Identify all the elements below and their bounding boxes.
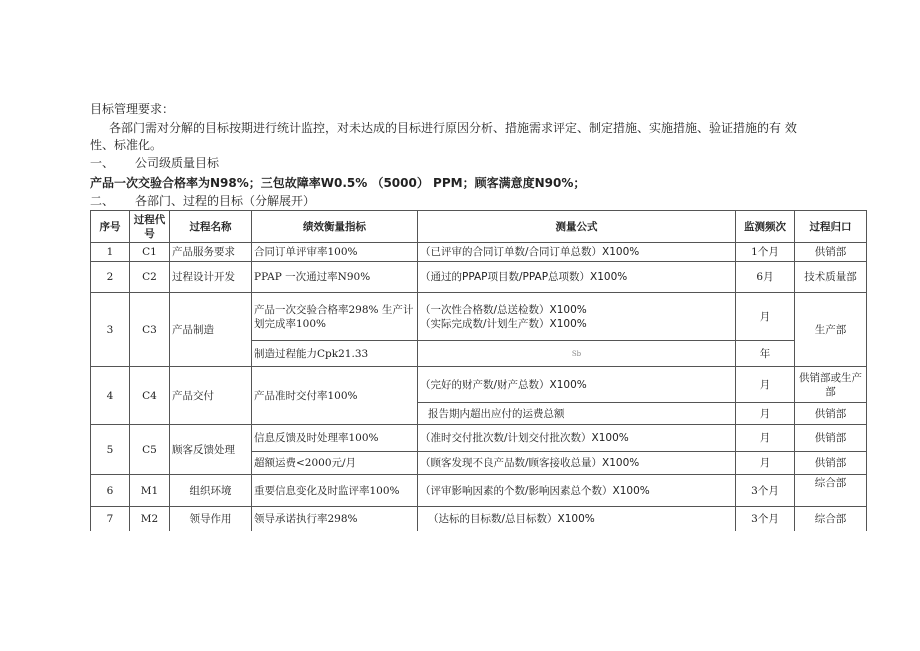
requirement-title: 目标管理要求： bbox=[90, 102, 175, 116]
cell-kpi: 合同订单评审率100% bbox=[252, 243, 418, 262]
cell-frequency: 月 bbox=[736, 425, 795, 452]
cell-code: M1 bbox=[130, 475, 170, 507]
formula-line: （实际完成数/计划生产数）X100% bbox=[420, 317, 587, 330]
cell-name: 顾客反馈处理 bbox=[170, 425, 252, 475]
cell-frequency: 年 bbox=[736, 341, 795, 367]
requirement-body-1: 各部门需对分解的目标按期进行统计监控，对未达成的目标进行原因分析、措施需求评定、制定措施、实施措施、验证措施的有 效 bbox=[109, 121, 797, 135]
header-kpi: 绩效衡量指标 bbox=[252, 211, 418, 243]
cell-formula bbox=[418, 293, 736, 341]
cell-formula: （已评审的合同订单数/合同订单总数）X100% bbox=[418, 243, 736, 262]
cell-frequency: 月 bbox=[736, 367, 795, 403]
header-code: 过程代号 bbox=[130, 211, 170, 243]
cell-kpi: 信息反馈及时处理率100% bbox=[252, 425, 418, 452]
cell-frequency: 6月 bbox=[736, 262, 795, 293]
section-1-heading bbox=[90, 154, 219, 171]
cell-kpi: 重要信息变化及时监评率100% bbox=[252, 475, 418, 507]
header-frequency: 监测频次 bbox=[736, 211, 795, 243]
table-row bbox=[91, 293, 867, 341]
cell-name: 产品制造 bbox=[170, 293, 252, 367]
cell-name: 组织环境 bbox=[170, 475, 252, 507]
cell-owner: 技术质量部 bbox=[795, 262, 867, 293]
header-name: 过程名称 bbox=[170, 211, 252, 243]
cell-name: 产品交付 bbox=[170, 367, 252, 425]
cell-owner: 综合部 bbox=[795, 507, 867, 531]
cell-frequency: 月 bbox=[736, 293, 795, 341]
section-2-heading bbox=[90, 192, 315, 209]
table-row bbox=[91, 507, 867, 531]
cell-code: C5 bbox=[130, 425, 170, 475]
cell-seq: 6 bbox=[91, 475, 130, 507]
table-header-row bbox=[91, 211, 867, 243]
cell-code: C2 bbox=[130, 262, 170, 293]
goal-table bbox=[90, 210, 867, 531]
section-1-title: 公司级质量目标 bbox=[135, 156, 220, 170]
cell-owner: 供销部 bbox=[795, 403, 867, 425]
cell-code: C4 bbox=[130, 367, 170, 425]
table-row bbox=[91, 262, 867, 293]
cell-frequency: 月 bbox=[736, 452, 795, 475]
cell-seq: 3 bbox=[91, 293, 130, 367]
cell-seq: 4 bbox=[91, 367, 130, 425]
cell-owner: 供销部或生产部 bbox=[795, 367, 867, 403]
table-row bbox=[91, 243, 867, 262]
header-seq: 序号 bbox=[91, 211, 130, 243]
cell-formula: （准时交付批次数/计划交付批次数）X100% bbox=[418, 425, 736, 452]
cell-formula: （达标的目标数/总目标数）X100% bbox=[418, 507, 736, 531]
cell-kpi: 领导承诺执行率298% bbox=[252, 507, 418, 531]
header-owner: 过程归口 bbox=[795, 211, 867, 243]
cell-kpi: 超额运费<2000元/月 bbox=[252, 452, 418, 475]
cell-owner: 供销部 bbox=[795, 425, 867, 452]
cell-frequency: 3个月 bbox=[736, 475, 795, 507]
cell-seq: 2 bbox=[91, 262, 130, 293]
table-row bbox=[91, 425, 867, 452]
cell-kpi: 制造过程能力Cpk21.33 bbox=[252, 341, 418, 367]
cell-kpi: PPAP 一次通过率N90% bbox=[252, 262, 418, 293]
cell-code: C1 bbox=[130, 243, 170, 262]
cell-code: M2 bbox=[130, 507, 170, 531]
cell-frequency: 月 bbox=[736, 403, 795, 425]
table-row bbox=[91, 475, 867, 507]
cell-formula: 报告期内超出应付的运费总额 bbox=[418, 403, 736, 425]
requirement-body-2: 性、标准化。 bbox=[90, 138, 163, 152]
section-2-title: 各部门、过程的目标（分解展开） bbox=[135, 194, 316, 208]
formula-line: （一次性合格数/总送检数）X100% bbox=[420, 303, 587, 316]
cell-name: 领导作用 bbox=[170, 507, 252, 531]
cell-seq: 5 bbox=[91, 425, 130, 475]
section-1-number: 一、 bbox=[90, 156, 115, 170]
cell-owner: 生产部 bbox=[795, 293, 867, 367]
section-2-number: 二、 bbox=[90, 194, 115, 208]
cell-owner: 供销部 bbox=[795, 243, 867, 262]
table-row bbox=[91, 367, 867, 403]
cell-frequency: 1个月 bbox=[736, 243, 795, 262]
cell-owner: 供销部 bbox=[795, 452, 867, 475]
cell-kpi: 产品准时交付率100% bbox=[252, 367, 418, 425]
cell-name: 产品服务要求 bbox=[170, 243, 252, 262]
cell-frequency: 3个月 bbox=[736, 507, 795, 531]
cell-owner: 综合部 bbox=[795, 475, 867, 507]
cell-seq: 7 bbox=[91, 507, 130, 531]
company-quality-goal: 产品一次交验合格率为N98%；三包故障率W0.5% （5000） PPM；顾客满意度N90%； bbox=[90, 176, 586, 190]
cell-name: 过程设计开发 bbox=[170, 262, 252, 293]
cell-kpi: 产品一次交验合格率298% 生产计划完成率100% bbox=[252, 293, 418, 341]
cell-formula: Sb bbox=[418, 341, 736, 367]
cell-formula: （顾客发现不良产品数/顾客接收总量）X100% bbox=[418, 452, 736, 475]
cell-code: C3 bbox=[130, 293, 170, 367]
cell-formula: （完好的财产数/财产总数）X100% bbox=[418, 367, 736, 403]
header-formula: 测量公式 bbox=[418, 211, 736, 243]
cell-formula: （通过的PPAP项目数/PPAP总项数）X100% bbox=[418, 262, 736, 293]
cell-seq: 1 bbox=[91, 243, 130, 262]
cell-formula: （评审影响因素的个数/影响因素总个数）X100% bbox=[418, 475, 736, 507]
